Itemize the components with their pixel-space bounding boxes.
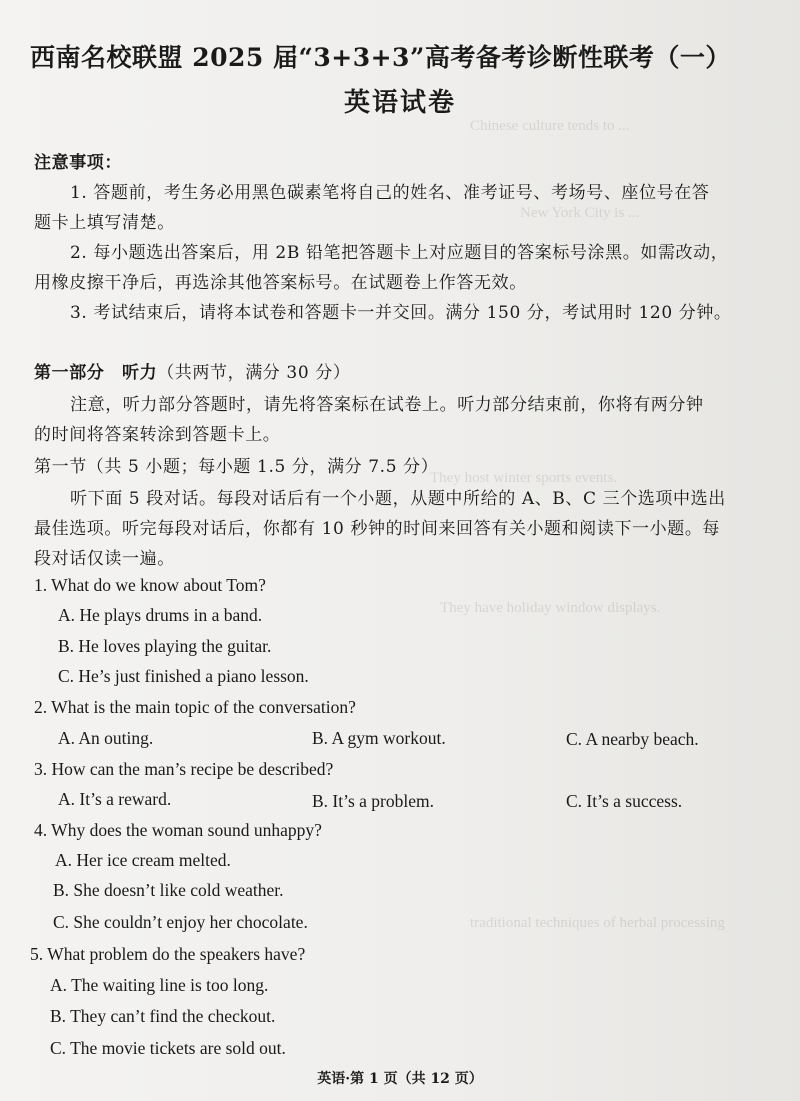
notice-line: 用橡皮擦干净后，再选涂其他答案标号。在试题卷上作答无效。	[34, 273, 527, 293]
exam-subtitle: 英语试卷	[343, 88, 456, 118]
question-stem: 1. What do we know about Tom?	[34, 575, 266, 595]
option: B. She doesn’t like cold weather.	[53, 880, 284, 900]
option: B. A gym workout.	[312, 728, 446, 748]
option: A. It’s a reward.	[58, 789, 172, 809]
option: A. The waiting line is too long.	[50, 975, 269, 995]
bleed-through-text: They have holiday window displays.	[440, 600, 661, 616]
notice-line: 2. 每小题选出答案后，用 2B 铅笔把答题卡上对应题目的答案标号涂黑。如需改动，	[70, 243, 729, 263]
option: C. It’s a success.	[566, 791, 683, 811]
option: C. A nearby beach.	[566, 729, 699, 749]
part-title: 第一部分 听力	[34, 363, 158, 383]
question-stem: 2. What is the main topic of the conversation?	[34, 697, 356, 717]
question-stem: 3. How can the man’s recipe be described?	[34, 759, 334, 779]
section-heading: 第一节（共 5 小题；每小题 1.5 分，满分 7.5 分）	[34, 457, 439, 477]
bleed-through-text: They host winter sports events.	[430, 470, 618, 486]
question-stem: 4. Why does the woman sound unhappy?	[34, 820, 322, 840]
notice-line: 3. 考试结束后，请将本试卷和答题卡一并交回。满分 150 分，考试用时 120 分钟。	[70, 303, 732, 323]
option: A. Her ice cream melted.	[55, 850, 231, 870]
part-instruction: 注意，听力部分答题时，请先将答案标在试卷上。听力部分结束前，你将有两分钟	[70, 395, 704, 415]
bleed-through-text: traditional techniques of herbal processing	[470, 915, 725, 931]
part-heading	[34, 358, 350, 388]
section-instruction: 段对话仅读一遍。	[34, 549, 175, 569]
option: C. She couldn’t enjoy her chocolate.	[53, 912, 308, 932]
notice-heading: 注意事项：	[34, 153, 122, 173]
part-instruction: 的时间将答案转涂到答题卡上。	[34, 425, 281, 445]
notice-line: 1. 答题前，考生务必用黑色碳素笔将自己的姓名、准考证号、考场号、座位号在答	[70, 183, 710, 203]
option: A. An outing.	[58, 728, 154, 748]
bleed-through-text: Chinese culture tends to ...	[470, 118, 630, 134]
notice-line: 题卡上填写清楚。	[34, 213, 175, 233]
option: B. He loves playing the guitar.	[58, 636, 272, 656]
exam-title: 西南名校联盟 2025 届“3+3+3”高考备考诊断性联考（一）	[30, 43, 731, 72]
page-footer: 英语·第 1 页（共 12 页）	[317, 1071, 483, 1087]
part-note: （共两节，满分 30 分）	[157, 363, 351, 383]
question-stem: 5. What problem do the speakers have?	[30, 944, 306, 964]
option: C. He’s just finished a piano lesson.	[58, 666, 309, 686]
option: B. They can’t find the checkout.	[50, 1006, 276, 1026]
section-instruction: 听下面 5 段对话。每段对话后有一个小题，从题中所给的 A、B、C 三个选项中选出	[70, 489, 726, 509]
option: B. It’s a problem.	[312, 791, 434, 811]
bleed-through-text: New York City is ...	[520, 205, 640, 221]
section-instruction: 最佳选项。听完每段对话后，你都有 10 秒钟的时间来回答有关小题和阅读下一小题。每	[34, 519, 721, 539]
option: C. The movie tickets are sold out.	[50, 1038, 286, 1058]
option: A. He plays drums in a band.	[58, 605, 263, 625]
